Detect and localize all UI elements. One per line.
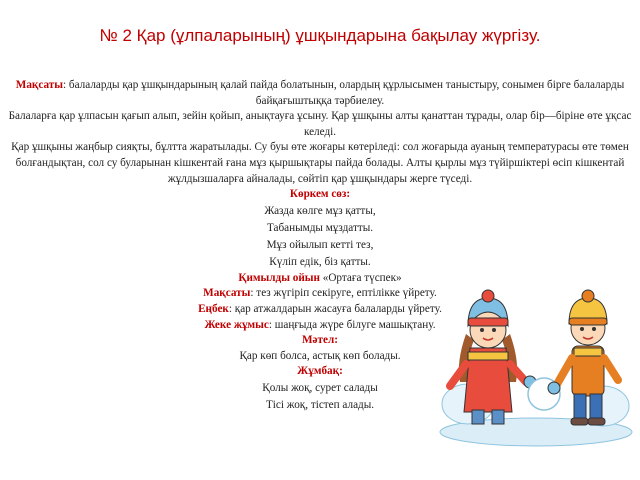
individual-work-text: : шаңғыда жүре білуге машықтану. — [268, 318, 436, 331]
poem-line: Күліп едік, біз қатты. — [269, 255, 371, 268]
riddle-line: Тісі жоқ, тістеп алады. — [265, 398, 375, 411]
riddle-heading: Жұмбақ: — [297, 365, 343, 378]
game-goal-text: : тез жүгіріп секіруге, ептілікке үйрету. — [250, 287, 437, 300]
labor-label: Еңбек — [198, 302, 229, 315]
poem-line: Табанымды мұздатты. — [266, 221, 374, 234]
page-title: № 2 Қар (ұлпаларының) ұшқындарына бақылау жүргізу. — [99, 26, 541, 45]
artistic-word-heading: Көркем сөз: — [289, 188, 351, 201]
poem — [4, 203, 636, 271]
game-goal-label: Мақсаты — [203, 287, 251, 300]
individual-work-label: Жеке жұмыс — [204, 318, 269, 331]
labor-text: : қар атжалдарын жасауға балаларды үйрету. — [228, 302, 442, 315]
proverb-text: Қар көп болса, астық көп болады. — [239, 349, 401, 362]
instruction-paragraph: Балаларға қар ұлпасын қағып алып, зейін қойып, анықтауға ұсыну. Қар ұшқыны алты қанаттан тұрады, олар бір—біріне өте ұқсас келеді. — [8, 110, 632, 138]
goal-label: Мақсаты — [15, 79, 64, 91]
children-with-snowball-illustration — [438, 282, 634, 448]
explanation-paragraph: Қар ұшқыны жаңбыр сияқты, бұлтта жаратылады. Су буы өте жоғары көтеріледі: сол жоғарыда ауаның температурасы өте төмен болғандықтан, сол су буларынан кішкентай ғана мұз қыршықтары пайда болады. Алты қырлы мұз түйіршіктері өсіп кішкентай жұлдызшаларға айналады, сөйтіп қар ұшқындары жерге түседі. — [11, 141, 629, 185]
game-label: Қимылды ойын — [238, 271, 320, 284]
goal-paragraph — [4, 78, 636, 109]
poem-line: Жазда көлге мұз қатты, — [264, 204, 376, 217]
game-text: «Ортаға түспек» — [319, 271, 402, 284]
poem-line: Мұз ойылып кетті тез, — [266, 238, 374, 251]
proverb-heading: Мәтел: — [302, 334, 338, 347]
riddle-line: Қолы жоқ, сурет салады — [262, 381, 378, 394]
goal-text: : балаларды қар ұшқындарының қалай пайда болатынын, олардың құрлысымен таныстыру, сонымен бірге балаларды байқағыштыққа тәрбиелеу. — [63, 79, 625, 107]
